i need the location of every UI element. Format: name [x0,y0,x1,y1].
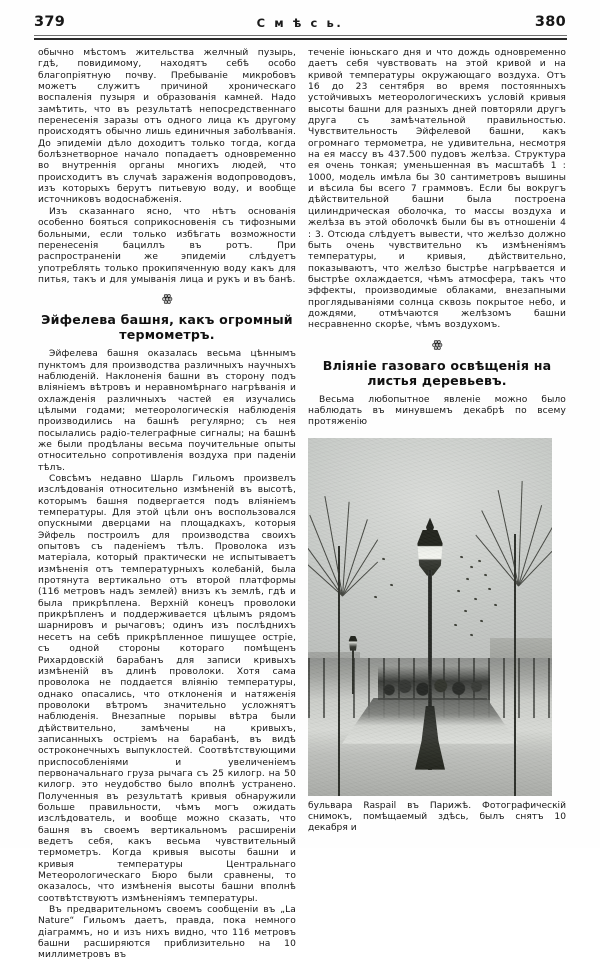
right-column [308,48,566,841]
paragraph-typhoid-continued: обычно мѣстомъ жительства желчный пузырь, гдѣ, повидимому, находятъ себѣ особо благопріятную почву. Пребываніе микробовъ можетъ служитъ причиной хроническаго воспаленія пузыря и образованія камней. Надо замѣтить, что въ результатѣ непосредственнаго перенесенія заразы отъ одного лица къ другому происходятъ обычно лишь единичныя заболѣванія. До эпидеміи дѣло доходитъ только тогда, когда болѣзнетворное начало попадаетъ одновременно во внутреннія органы многихъ людей, что происходитъ въ случаѣ зараженія водопроводовъ, изъ которыхъ берутъ питьевую воду, и вообще источниковъ водоснабженія. [38,48,296,206]
paragraph-eiffel-continued: теченіе іюньскаго дня и что дождь одновременно даетъ себя чувствовать на этой кривой и на кривой температуры окружающаго воздуха. Отъ 16 до 23 сентября во время постоянныхъ устойчивыхъ метеорологическихъ условій кривыя высоты башни для разныхъ дней повторяли другъ друга съ замѣчательной правильностью. Чувствительность Эйфелевой башни, какъ огромнаго термометра, не удивительна, несмотря на ея массу въ 437.500 пудовъ желѣза. Структура ея очень тонкая; уменьшенная въ масштабѣ 1 : 1000, модель имѣла бы 30 сантиметровъ вышины и вѣсила бы всего 7 граммовъ. Если бы вокругъ дѣйствительной башни была построена цилиндрическая оболочка, то массы воздуха и желѣза въ этой оболочкѣ были бы въ отношеніи 4 : 3. Отсюда слѣдуетъ вывести, что желѣзо должно быть очень чувствительно къ измѣненіямъ температуры, и кривыя, дѣйствительно, показываютъ, что желѣзо быстрѣе нагрѣвается и быстрѣе охлаждается, чѣмъ атмосфера, такъ что эффекты, производимые облаками, внезапными проглядываніями солнца сквозь покрытое небо, и дождями, отмѣчаются желѣзомъ башни несравненно скорѣе, чѣмъ воздухомъ. [308,48,566,331]
page-number-left: 379 [34,14,66,30]
ornament-divider-2: ꙮ [431,337,443,351]
article-title-gaslight: Вліяніе газоваго освѣщенія на листья деревьевъ. [322,357,552,388]
photograph-boulevard-raspail [308,438,552,796]
paragraph-eiffel-2: Совсѣмъ недавно Шарль Гильомъ произвелъ изслѣдованія относительно измѣненій въ высотѣ, которымъ башня подвергается подъ вліяніемъ температуры. Для этой цѣли онъ воспользовался опускными дверцами на площадкахъ, которыя Эйфель построилъ для производства своихъ опытовъ съ паденіемъ тѣлъ. Проволока изъ матеріала, который практически не испытываетъ измѣненія отъ температурныхъ колебаній, была протянута вертикально отъ второй платформы (116 метровъ надъ землей) внизъ къ землѣ, гдѣ и была прикрѣплена. Верхній конецъ проволоки прикрѣпленъ и поддерживается цѣлымъ рядомъ шарнировъ и рычаговъ; одинъ изъ послѣднихъ несетъ на себѣ прикрѣпленное пишущее остріе, съ одной стороны котораго помѣщенъ Рихардовскій барабанъ для записи кривыхъ измѣненій въ длинѣ проволоки. Хотя сама проволока не поддается вліянію температуры, однако опасались, что отклоненія и натяженія проволоки вѣтромъ значительно усложнятъ наблюденія. Внезапные порывы вѣтра были дѣйствительно, замѣчены на кривыхъ, записанныхъ остріемъ на барабанѣ, въ видѣ остроконечныхъ выпуклостей. Соотвѣтствующими приспособленіями и увеличеніемъ первоначальнаго груза рычага съ 25 килогр. на 50 килогр. это неудобство было вполнѣ устранено. Полученныя въ результатѣ кривыя обнаружили больше правильности, чѣмъ могъ ожидать изслѣдователь, и вообще можно сказать, что башня въ своемъ вертикальномъ расширеніи ведетъ себя, какъ весьма чувствительный термометръ. Когда кривыя высоты башни и кривыя температуры Центральнаго Метеорологическаго Бюро были сравнены, то оказалось, что измѣненія высоты башни вполнѣ соотвѣтствуютъ измѣненіямъ температуры. [38,474,296,904]
paragraph-eiffel-1: Эйфелева башня оказалась весьма цѣннымъ пунктомъ для производства различныхъ научныхъ наблюденій. Наклоненія башни въ сторону подъ вліяніемъ вѣтровъ и неравномѣрнаго нагрѣванія и охлажденія различныхъ частей ея изучались цѣлыми годами; метеорологическія наблюденія производились на башнѣ регулярно; съ нея посылались радіо-телеграфные сигналы; на башнѣ же были продѣланы весьма поучительные опыты относительно сопротивленія воздуха при паденіи тѣлъ. [38,349,296,473]
ornament-divider-1: ꙮ [161,292,173,306]
paragraph-typhoid-closing: Изъ сказаннаго ясно, что нѣтъ основанія особенно бояться соприкосновенія съ тифозными больными, если только избѣгать возможности перенесенія бациллъ въ ротъ. При распространеніи же эпидеміи слѣдуетъ употреблять только прокипяченную воду какъ для питья, такъ и для умыванія лица и рукъ и въ банѣ. [38,206,296,285]
page-number-right: 380 [534,14,566,30]
photo-grain-texture [308,438,552,796]
running-head [34,14,566,36]
figure-gaslight-photo [308,438,566,835]
paragraph-gaslight-1: Весьма любопытное явленіе можно было наблюдать въ минувшемъ декабрѣ по всему протяженію [308,394,566,428]
paragraph-eiffel-3: Въ предварительномъ своемъ сообщеніи въ „La Nature“ Гильомъ даетъ, правда, пока немного діаграммъ, но и изъ нихъ видно, что 116 метровъ башни расширяются приблизительно на 10 миллиметровъ въ [38,905,296,961]
figure-caption: бульвара Raspail въ Парижѣ. Фотографическій снимокъ, помѣщаемый здѣсь, былъ снятъ 10 декабря и [308,800,566,834]
left-column [38,48,296,962]
header-rule [34,38,567,40]
header-rule-thin [34,35,567,36]
running-head-title: С м ѣ с ь. [256,16,344,30]
article-title-eiffel: Эйфелева башня, какъ огромный термометръ. [41,312,293,343]
